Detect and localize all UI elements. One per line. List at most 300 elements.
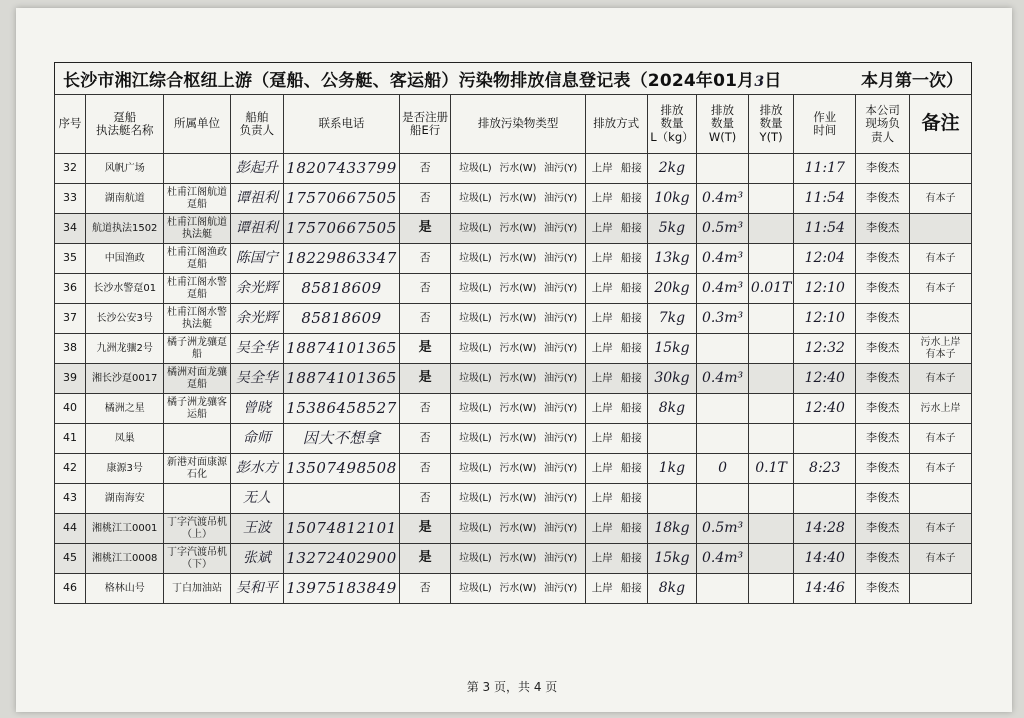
pollutant-type-label: 油污(Y) [544, 402, 578, 414]
cell-unit: 橘子洲龙骧趸船 [164, 334, 230, 364]
cell-boat: 长沙公安3号 [85, 304, 163, 334]
cell-phone: 18874101365 [284, 334, 400, 364]
cell-seq: 44 [55, 514, 86, 544]
cell-qty-l: 18kg [647, 514, 697, 544]
cell-remark [909, 574, 971, 604]
cell-staff: 李俊杰 [856, 424, 910, 454]
cell-qty-w [697, 334, 749, 364]
pollutant-type-label: 污水(W) [499, 192, 537, 204]
cell-method [585, 514, 647, 544]
cell-time: 11:17 [794, 154, 856, 184]
table-row [55, 394, 972, 424]
pollutant-type-label: 垃圾(L) [459, 162, 492, 174]
cell-boat: 湘桃江工0008 [85, 544, 163, 574]
cell-staff: 李俊杰 [856, 184, 910, 214]
cell-boat: 橘洲之星 [85, 394, 163, 424]
cell-seq: 37 [55, 304, 86, 334]
pollutant-type-label: 污水(W) [499, 522, 537, 534]
cell-unit: 丁字汽渡吊机（上） [164, 514, 230, 544]
cell-types [451, 304, 585, 334]
cell-remark: 有本子 [909, 364, 971, 394]
cell-qty-w: 0.4m³ [697, 244, 749, 274]
header-method: 排放方式 [585, 95, 647, 154]
cell-seq: 36 [55, 274, 86, 304]
cell-method [585, 244, 647, 274]
cell-unit: 丁白加油站 [164, 574, 230, 604]
table-row [55, 484, 972, 514]
cell-registered: 否 [399, 484, 451, 514]
cell-staff: 李俊杰 [856, 154, 910, 184]
cell-qty-l: 30kg [647, 364, 697, 394]
cell-phone: 17570667505 [284, 214, 400, 244]
pollutant-type-label: 污水(W) [499, 222, 537, 234]
cell-types [451, 544, 585, 574]
cell-time: 12:32 [794, 334, 856, 364]
pollutant-type-label: 污水(W) [499, 492, 537, 504]
cell-qty-w: 0.4m³ [697, 364, 749, 394]
cell-remark [909, 154, 971, 184]
cell-types [451, 514, 585, 544]
cell-unit: 橘洲对面龙骧趸船 [164, 364, 230, 394]
pollutant-type-label: 污水(W) [499, 552, 537, 564]
cell-staff: 李俊杰 [856, 484, 910, 514]
discharge-method-label: 船接 [620, 582, 642, 595]
pollutant-type-label: 油污(Y) [544, 492, 578, 504]
cell-seq: 45 [55, 544, 86, 574]
table-row [55, 424, 972, 454]
discharge-method-label: 船接 [620, 462, 642, 475]
discharge-method-label: 上岸 [591, 402, 613, 415]
discharge-method-label: 上岸 [591, 162, 613, 175]
cell-registered: 否 [399, 184, 451, 214]
cell-qty-w: 0.3m³ [697, 304, 749, 334]
cell-phone: 85818609 [284, 274, 400, 304]
pollutant-type-label: 污水(W) [499, 252, 537, 264]
cell-owner: 曾晓 [230, 394, 284, 424]
cell-registered: 是 [399, 544, 451, 574]
cell-staff: 李俊杰 [856, 274, 910, 304]
cell-qty-l [647, 424, 697, 454]
cell-remark: 有本子 [909, 184, 971, 214]
header-row [55, 95, 972, 154]
cell-boat: 长沙水警趸01 [85, 274, 163, 304]
cell-registered: 否 [399, 304, 451, 334]
table-row [55, 364, 972, 394]
cell-qty-l: 13kg [647, 244, 697, 274]
cell-owner: 命师 [230, 424, 284, 454]
cell-seq: 39 [55, 364, 86, 394]
cell-phone: 85818609 [284, 304, 400, 334]
cell-seq: 43 [55, 484, 86, 514]
cell-owner: 谭祖利 [230, 184, 284, 214]
cell-method [585, 184, 647, 214]
cell-phone: 因大不想拿 [284, 424, 400, 454]
cell-qty-w: 0 [697, 454, 749, 484]
cell-owner: 吴全华 [230, 364, 284, 394]
cell-qty-l: 8kg [647, 394, 697, 424]
cell-qty-w: 0.5m³ [697, 214, 749, 244]
discharge-method-label: 上岸 [591, 192, 613, 205]
cell-unit: 杜甫江阁渔政趸船 [164, 244, 230, 274]
cell-owner: 余光辉 [230, 274, 284, 304]
cell-seq: 46 [55, 574, 86, 604]
pollutant-type-label: 油污(Y) [544, 522, 578, 534]
pollutant-type-label: 污水(W) [499, 312, 537, 324]
cell-staff: 李俊杰 [856, 544, 910, 574]
cell-time: 12:40 [794, 394, 856, 424]
cell-time: 12:40 [794, 364, 856, 394]
pollutant-type-label: 垃圾(L) [459, 192, 492, 204]
cell-phone: 15074812101 [284, 514, 400, 544]
cell-qty-y [748, 184, 793, 214]
cell-staff: 李俊杰 [856, 454, 910, 484]
cell-time: 11:54 [794, 214, 856, 244]
cell-registered: 否 [399, 154, 451, 184]
cell-seq: 42 [55, 454, 86, 484]
cell-registered: 否 [399, 274, 451, 304]
cell-unit [164, 424, 230, 454]
cell-types [451, 334, 585, 364]
header-registered: 是否注册 船E行 [399, 95, 451, 154]
pollutant-type-label: 油污(Y) [544, 312, 578, 324]
cell-qty-y [748, 394, 793, 424]
pollutant-type-label: 油污(Y) [544, 342, 578, 354]
cell-owner: 彭水方 [230, 454, 284, 484]
header-qty-w: 排放 数量 W(T) [697, 95, 749, 154]
discharge-method-label: 上岸 [591, 462, 613, 475]
discharge-method-label: 上岸 [591, 552, 613, 565]
cell-boat: 凤巢 [85, 424, 163, 454]
cell-qty-y [748, 424, 793, 454]
cell-phone: 13507498508 [284, 454, 400, 484]
cell-remark: 有本子 [909, 544, 971, 574]
cell-types [451, 424, 585, 454]
cell-staff: 李俊杰 [856, 574, 910, 604]
cell-unit: 新港对面康源石化 [164, 454, 230, 484]
table-row [55, 184, 972, 214]
pollutant-type-label: 垃圾(L) [459, 342, 492, 354]
pollutant-type-label: 垃圾(L) [459, 282, 492, 294]
cell-qty-l: 10kg [647, 184, 697, 214]
cell-method [585, 214, 647, 244]
table-body [55, 154, 972, 604]
cell-boat: 九洲龙骧2号 [85, 334, 163, 364]
cell-seq: 35 [55, 244, 86, 274]
cell-qty-l: 8kg [647, 574, 697, 604]
cell-qty-w [697, 484, 749, 514]
discharge-method-label: 上岸 [591, 252, 613, 265]
cell-remark: 污水上岸 有本子 [909, 334, 971, 364]
pollutant-type-label: 油污(Y) [544, 432, 578, 444]
cell-qty-w [697, 574, 749, 604]
pollutant-type-label: 污水(W) [499, 282, 537, 294]
cell-staff: 李俊杰 [856, 394, 910, 424]
cell-unit: 杜甫江阁航道趸船 [164, 184, 230, 214]
table-row [55, 154, 972, 184]
pollutant-type-label: 油污(Y) [544, 582, 578, 594]
pollutant-type-label: 污水(W) [499, 462, 537, 474]
cell-boat: 格林山号 [85, 574, 163, 604]
cell-qty-w [697, 154, 749, 184]
cell-seq: 34 [55, 214, 86, 244]
pollutant-type-label: 油污(Y) [544, 462, 578, 474]
cell-method [585, 364, 647, 394]
cell-types [451, 574, 585, 604]
pollutant-type-label: 垃圾(L) [459, 252, 492, 264]
cell-time [794, 424, 856, 454]
cell-seq: 33 [55, 184, 86, 214]
header-owner: 船舶 负责人 [230, 95, 284, 154]
cell-registered: 否 [399, 454, 451, 484]
discharge-method-label: 上岸 [591, 342, 613, 355]
table-row [55, 244, 972, 274]
cell-boat: 风帆广场 [85, 154, 163, 184]
pollutant-type-label: 垃圾(L) [459, 552, 492, 564]
cell-owner: 陈国宁 [230, 244, 284, 274]
cell-method [585, 544, 647, 574]
cell-method [585, 274, 647, 304]
cell-qty-l: 15kg [647, 334, 697, 364]
pollutant-type-label: 油污(Y) [544, 282, 578, 294]
cell-time: 14:28 [794, 514, 856, 544]
cell-qty-y [748, 574, 793, 604]
cell-owner: 张斌 [230, 544, 284, 574]
cell-registered: 是 [399, 514, 451, 544]
discharge-method-label: 上岸 [591, 282, 613, 295]
cell-time: 14:46 [794, 574, 856, 604]
cell-unit: 杜甫江阁水警执法艇 [164, 304, 230, 334]
cell-time: 8:23 [794, 454, 856, 484]
cell-phone: 13272402900 [284, 544, 400, 574]
cell-qty-y [748, 244, 793, 274]
title-period: 本月第一次） [861, 71, 963, 91]
discharge-method-label: 船接 [620, 192, 642, 205]
cell-time: 14:40 [794, 544, 856, 574]
pollutant-type-label: 垃圾(L) [459, 492, 492, 504]
table-row [55, 304, 972, 334]
discharge-method-label: 船接 [620, 372, 642, 385]
cell-registered: 否 [399, 574, 451, 604]
cell-qty-y: 0.01T [748, 274, 793, 304]
cell-seq: 32 [55, 154, 86, 184]
cell-registered: 是 [399, 364, 451, 394]
cell-qty-y [748, 214, 793, 244]
cell-phone: 18229863347 [284, 244, 400, 274]
header-time: 作业 时间 [794, 95, 856, 154]
cell-time: 12:10 [794, 304, 856, 334]
cell-registered: 否 [399, 424, 451, 454]
discharge-method-label: 上岸 [591, 492, 613, 505]
pollutant-type-label: 垃圾(L) [459, 582, 492, 594]
discharge-method-label: 上岸 [591, 312, 613, 325]
register-form [54, 62, 972, 604]
header-qty-y: 排放 数量 Y(T) [748, 95, 793, 154]
title-day-suffix: 日 [764, 71, 782, 91]
cell-staff: 李俊杰 [856, 364, 910, 394]
cell-owner: 王波 [230, 514, 284, 544]
cell-boat: 康源3号 [85, 454, 163, 484]
pollutant-type-label: 油污(Y) [544, 162, 578, 174]
cell-remark: 污水上岸 [909, 394, 971, 424]
discharge-method-label: 船接 [620, 312, 642, 325]
cell-registered: 否 [399, 244, 451, 274]
cell-qty-l: 20kg [647, 274, 697, 304]
discharge-method-label: 船接 [620, 252, 642, 265]
cell-qty-w: 0.5m³ [697, 514, 749, 544]
discharge-method-label: 船接 [620, 222, 642, 235]
cell-boat: 湘长沙趸0017 [85, 364, 163, 394]
header-seq: 序号 [55, 95, 86, 154]
pollutant-type-label: 垃圾(L) [459, 432, 492, 444]
cell-types [451, 394, 585, 424]
cell-method [585, 334, 647, 364]
cell-qty-w: 0.4m³ [697, 274, 749, 304]
cell-remark: 有本子 [909, 514, 971, 544]
discharge-method-label: 船接 [620, 522, 642, 535]
title-day: 3 [754, 74, 765, 90]
cell-method [585, 304, 647, 334]
cell-phone: 18874101365 [284, 364, 400, 394]
pollutant-type-label: 垃圾(L) [459, 312, 492, 324]
cell-phone: 18207433799 [284, 154, 400, 184]
cell-phone: 17570667505 [284, 184, 400, 214]
cell-qty-w [697, 424, 749, 454]
cell-qty-y [748, 364, 793, 394]
discharge-method-label: 上岸 [591, 432, 613, 445]
cell-qty-y [748, 514, 793, 544]
cell-method [585, 154, 647, 184]
pollutant-type-label: 油污(Y) [544, 372, 578, 384]
header-boat: 趸船 执法艇名称 [85, 95, 163, 154]
table-row [55, 574, 972, 604]
cell-method [585, 484, 647, 514]
header-phone: 联系电话 [284, 95, 400, 154]
header-qty-l: 排放 数量 L（kg） [647, 95, 697, 154]
cell-owner: 谭祖利 [230, 214, 284, 244]
cell-staff: 李俊杰 [856, 214, 910, 244]
cell-time: 12:04 [794, 244, 856, 274]
cell-seq: 41 [55, 424, 86, 454]
header-types: 排放污染物类型 [451, 95, 585, 154]
header-staff: 本公司 现场负 责人 [856, 95, 910, 154]
form-title [54, 62, 972, 94]
cell-method [585, 454, 647, 484]
cell-qty-l [647, 484, 697, 514]
discharge-method-label: 船接 [620, 492, 642, 505]
pollutant-type-label: 油污(Y) [544, 552, 578, 564]
table-row [55, 454, 972, 484]
cell-phone [284, 484, 400, 514]
table-row [55, 214, 972, 244]
cell-types [451, 454, 585, 484]
discharge-method-label: 上岸 [591, 522, 613, 535]
cell-qty-y: 0.1T [748, 454, 793, 484]
cell-types [451, 154, 585, 184]
cell-types [451, 364, 585, 394]
cell-types [451, 274, 585, 304]
cell-remark: 有本子 [909, 424, 971, 454]
cell-owner: 吴全华 [230, 334, 284, 364]
pollutant-type-label: 污水(W) [499, 402, 537, 414]
cell-owner: 吴和平 [230, 574, 284, 604]
cell-qty-y [748, 484, 793, 514]
cell-remark: 有本子 [909, 244, 971, 274]
discharge-method-label: 船接 [620, 162, 642, 175]
cell-qty-y [748, 304, 793, 334]
cell-boat: 中国渔政 [85, 244, 163, 274]
cell-staff: 李俊杰 [856, 304, 910, 334]
cell-registered: 否 [399, 394, 451, 424]
register-table [54, 94, 972, 604]
cell-qty-l: 1kg [647, 454, 697, 484]
cell-unit [164, 154, 230, 184]
pollutant-type-label: 垃圾(L) [459, 522, 492, 534]
cell-qty-y [748, 154, 793, 184]
cell-unit: 橘子洲龙骧客运船 [164, 394, 230, 424]
header-remark: 备注 [909, 95, 971, 154]
cell-unit: 丁字汽渡吊机（下） [164, 544, 230, 574]
discharge-method-label: 上岸 [591, 372, 613, 385]
table-row [55, 334, 972, 364]
page-footer: 第 3 页，共 4 页 [466, 680, 558, 694]
cell-seq: 38 [55, 334, 86, 364]
cell-boat: 湖南海安 [85, 484, 163, 514]
cell-boat: 航道执法1502 [85, 214, 163, 244]
cell-registered: 是 [399, 334, 451, 364]
header-unit: 所属单位 [164, 95, 230, 154]
cell-method [585, 394, 647, 424]
cell-time: 12:10 [794, 274, 856, 304]
pollutant-type-label: 油污(Y) [544, 252, 578, 264]
cell-phone: 15386458527 [284, 394, 400, 424]
cell-method [585, 424, 647, 454]
discharge-method-label: 船接 [620, 342, 642, 355]
cell-time: 11:54 [794, 184, 856, 214]
cell-method [585, 574, 647, 604]
cell-staff: 李俊杰 [856, 244, 910, 274]
discharge-method-label: 上岸 [591, 582, 613, 595]
cell-owner: 彭起升 [230, 154, 284, 184]
pollutant-type-label: 垃圾(L) [459, 372, 492, 384]
cell-staff: 李俊杰 [856, 334, 910, 364]
cell-types [451, 184, 585, 214]
title-main: 长沙市湘江综合枢纽上游（趸船、公务艇、客运船）污染物排放信息登记表（2024年01月 [63, 71, 755, 91]
cell-remark [909, 214, 971, 244]
cell-boat: 湖南航道 [85, 184, 163, 214]
table-row [55, 274, 972, 304]
pollutant-type-label: 垃圾(L) [459, 402, 492, 414]
cell-qty-w: 0.4m³ [697, 184, 749, 214]
cell-seq: 40 [55, 394, 86, 424]
cell-qty-y [748, 544, 793, 574]
cell-types [451, 214, 585, 244]
cell-time [794, 484, 856, 514]
pollutant-type-label: 污水(W) [499, 432, 537, 444]
pollutant-type-label: 污水(W) [499, 582, 537, 594]
cell-remark [909, 484, 971, 514]
pollutant-type-label: 垃圾(L) [459, 222, 492, 234]
cell-phone: 13975183849 [284, 574, 400, 604]
cell-remark [909, 304, 971, 334]
cell-remark: 有本子 [909, 274, 971, 304]
cell-qty-l: 7kg [647, 304, 697, 334]
cell-unit [164, 484, 230, 514]
cell-registered: 是 [399, 214, 451, 244]
pollutant-type-label: 污水(W) [499, 162, 537, 174]
pollutant-type-label: 垃圾(L) [459, 462, 492, 474]
cell-qty-l: 15kg [647, 544, 697, 574]
pollutant-type-label: 油污(Y) [544, 192, 578, 204]
